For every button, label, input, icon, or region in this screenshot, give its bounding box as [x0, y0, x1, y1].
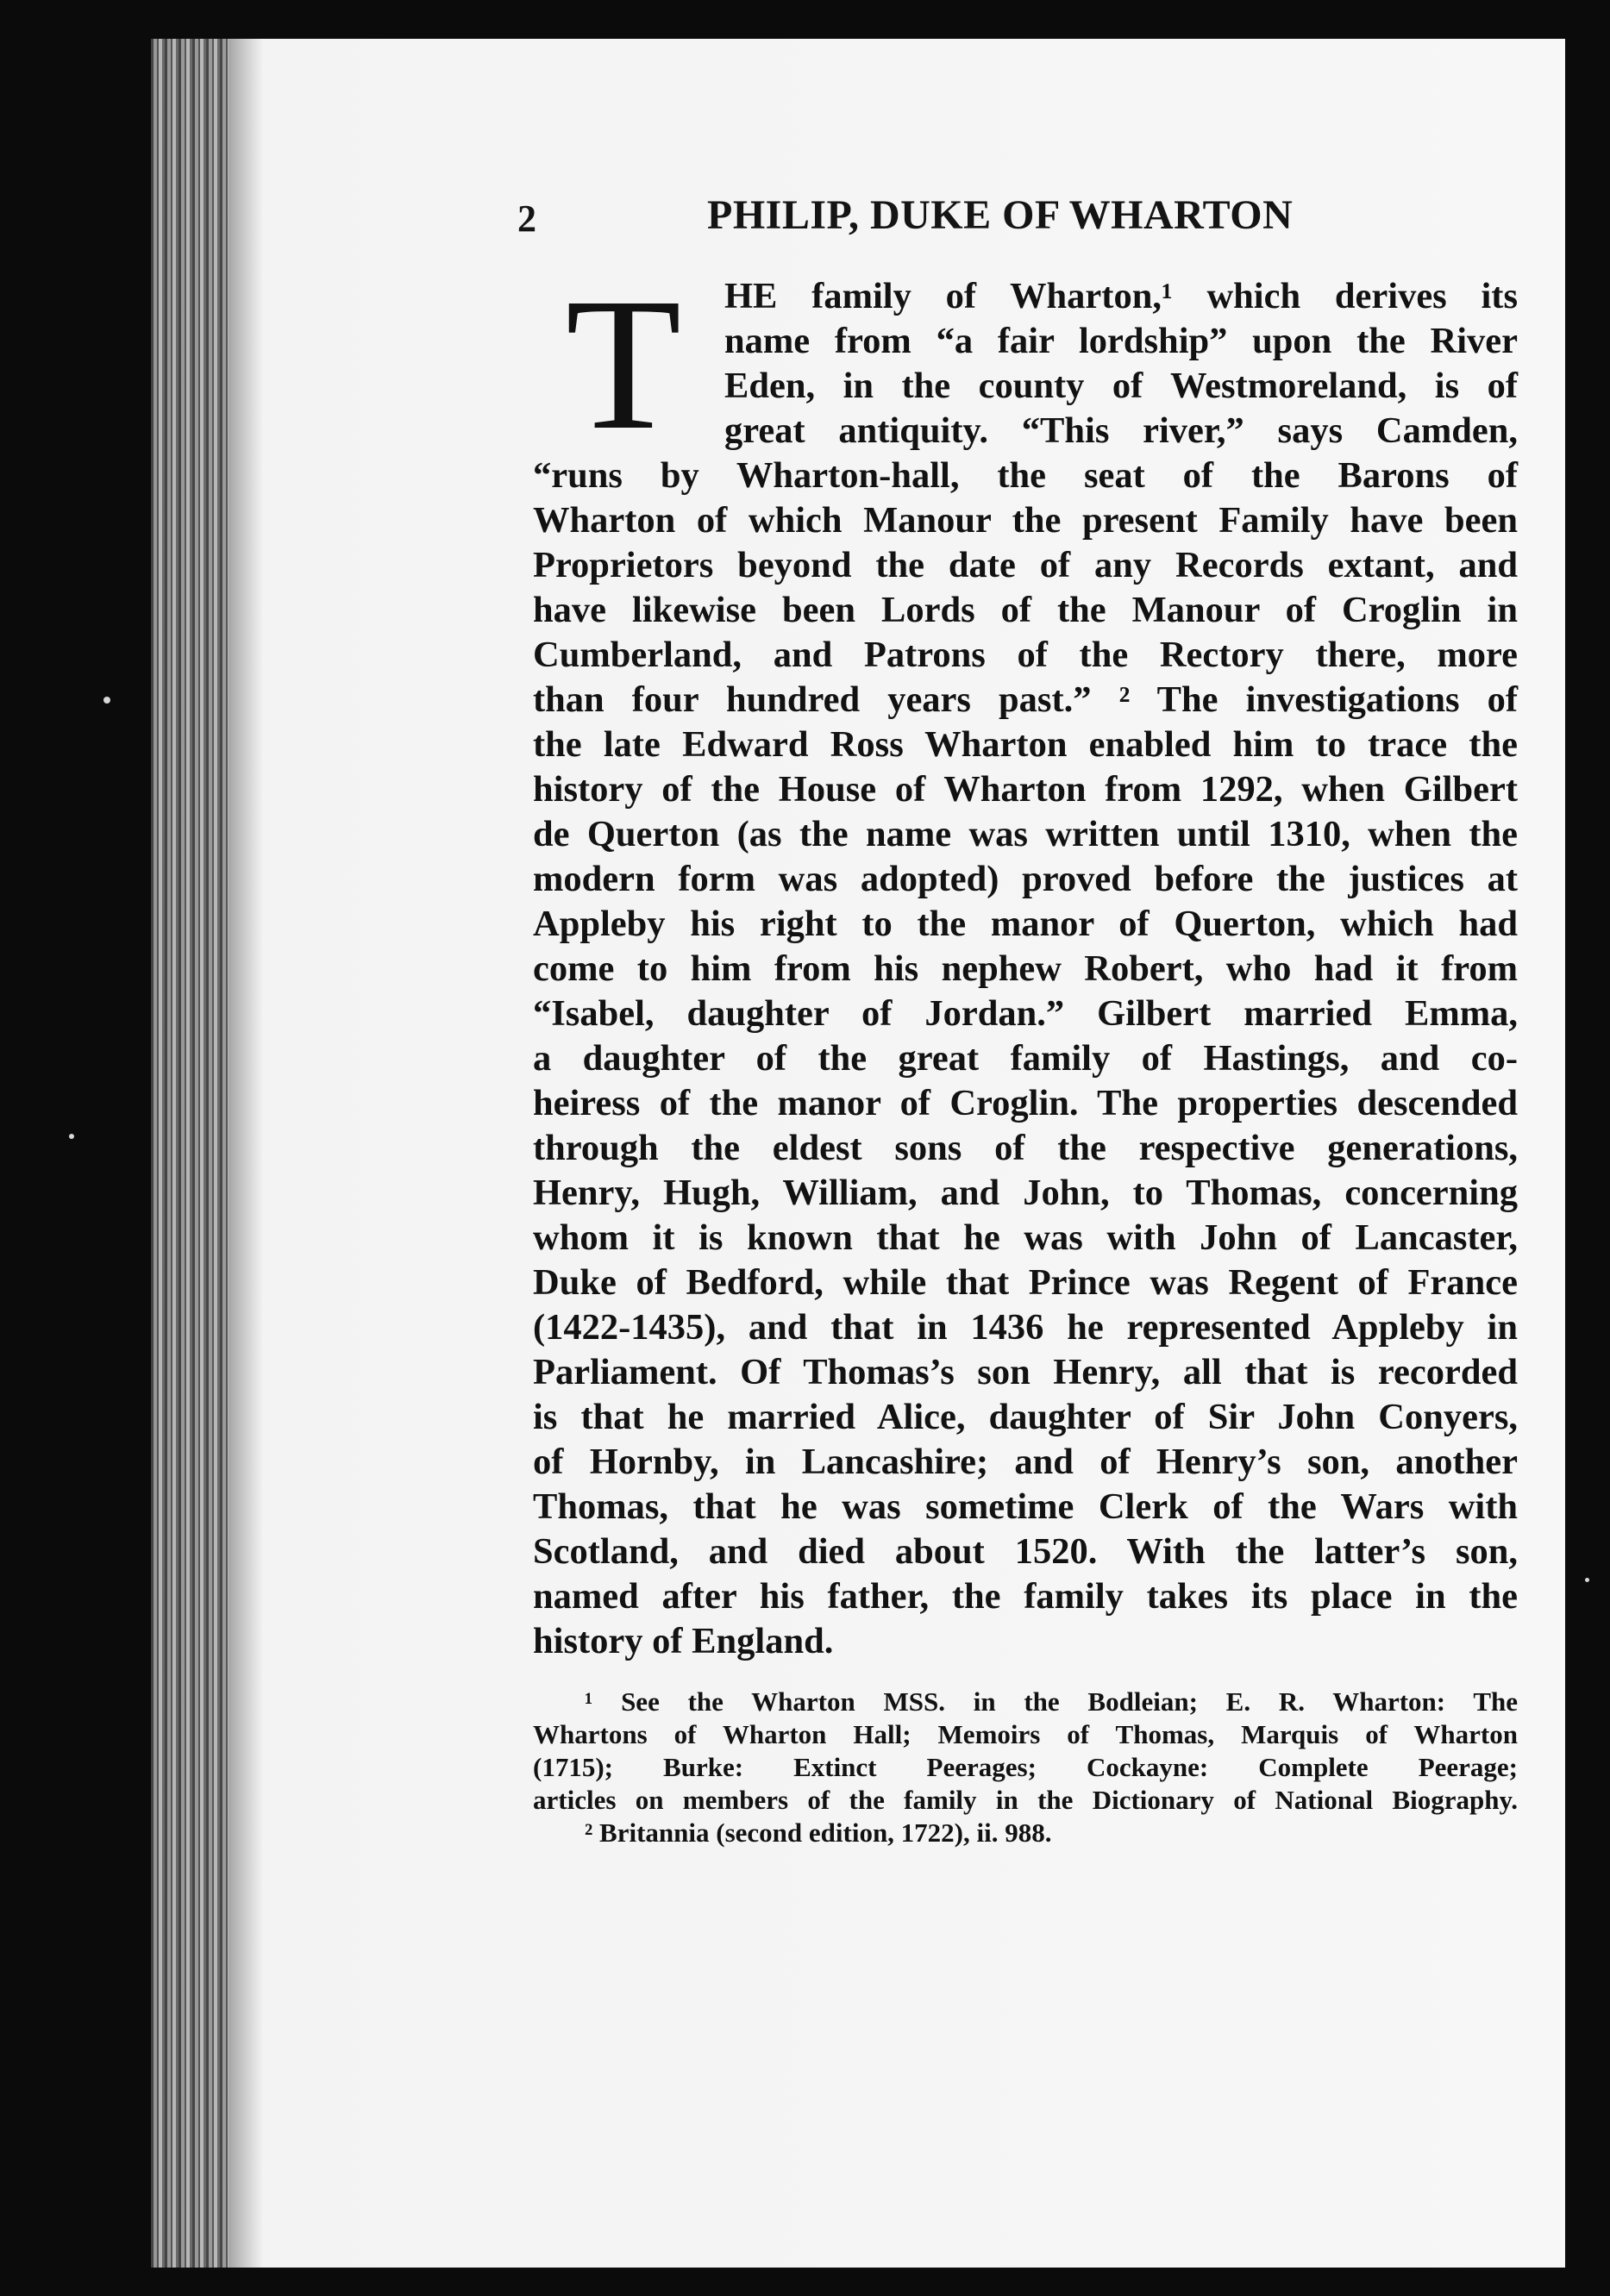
body-line: history of the House of Wharton from 1292, when Gilbert	[533, 769, 1518, 810]
body-line: Henry, Hugh, William, and John, to Thomas, concerning	[533, 1173, 1518, 1213]
body-line: name from “a fair lordship” upon the River	[724, 321, 1518, 361]
body-line: the late Edward Ross Wharton enabled him to trace the	[533, 724, 1518, 765]
margin-speck	[69, 1134, 74, 1139]
body-line: a daughter of the great family of Hastings, and co-	[533, 1038, 1518, 1079]
body-line: than four hundred years past.” ² The investigations of	[533, 679, 1518, 720]
drop-cap: T	[565, 259, 682, 469]
body-line: have likewise been Lords of the Manour of Croglin in	[533, 590, 1518, 630]
body-line: (1422-1435), and that in 1436 he represented Appleby in	[533, 1307, 1518, 1348]
footnote-line: articles on members of the family in the Dictionary of National Biography.	[533, 1785, 1518, 1815]
body-line: whom it is known that he was with John of Lancaster,	[533, 1217, 1518, 1258]
footnote-line: Whartons of Wharton Hall; Memoirs of Thomas, Marquis of Wharton	[533, 1719, 1518, 1749]
body-line: “runs by Wharton-hall, the seat of the Barons of	[533, 455, 1518, 496]
body-line: modern form was adopted) proved before the justices at	[533, 859, 1518, 899]
body-line: Appleby his right to the manor of Querton, which had	[533, 904, 1518, 944]
body-line: Cumberland, and Patrons of the Rectory there, more	[533, 635, 1518, 675]
body-line: is that he married Alice, daughter of Sir John Conyers,	[533, 1397, 1518, 1437]
body-line: history of England.	[533, 1621, 834, 1661]
margin-speck	[1585, 1578, 1589, 1582]
body-text	[533, 259, 1518, 1664]
book-gutter	[151, 39, 229, 2268]
page-number: 2	[517, 197, 536, 240]
body-line: “Isabel, daughter of Jordan.” Gilbert married Emma,	[533, 993, 1518, 1034]
body-line: named after his father, the family takes its place in the	[533, 1576, 1518, 1617]
margin-speck	[103, 697, 110, 704]
footnote-line: ¹ See the Wharton MSS. in the Bodleian; E. R. Wharton: The	[585, 1686, 1518, 1717]
gutter-shadow	[229, 39, 263, 2268]
body-line: Eden, in the county of Westmoreland, is of	[724, 366, 1518, 406]
body-line: come to him from his nephew Robert, who had it from	[533, 948, 1518, 989]
body-line: heiress of the manor of Croglin. The properties descended	[533, 1083, 1518, 1123]
body-line: Duke of Bedford, while that Prince was Regent of France	[533, 1262, 1518, 1303]
body-line: HE family of Wharton,¹ which derives its	[724, 276, 1518, 316]
body-line: Proprietors beyond the date of any Records extant, and	[533, 545, 1518, 585]
body-line: Wharton of which Manour the present Family have been	[533, 500, 1518, 541]
body-line: Scotland, and died about 1520. With the latter’s son,	[533, 1531, 1518, 1572]
running-title: PHILIP, DUKE OF WHARTON	[707, 192, 1294, 238]
footnote-line: ² Britannia (second edition, 1722), ii. 988.	[585, 1817, 1052, 1848]
body-line: through the eldest sons of the respective generations,	[533, 1128, 1518, 1168]
body-line: of Hornby, in Lancashire; and of Henry’s son, another	[533, 1442, 1518, 1482]
footnote-line: (1715); Burke: Extinct Peerages; Cockayne: Complete Peerage;	[533, 1752, 1518, 1782]
body-line: de Querton (as the name was written until 1310, when the	[533, 814, 1518, 854]
body-line: great antiquity. “This river,” says Camden,	[724, 410, 1518, 451]
body-line: Parliament. Of Thomas’s son Henry, all that is recorded	[533, 1352, 1518, 1392]
page-header	[517, 191, 1518, 243]
body-line: Thomas, that he was sometime Clerk of the Wars with	[533, 1486, 1518, 1527]
footnotes	[533, 1686, 1518, 1849]
